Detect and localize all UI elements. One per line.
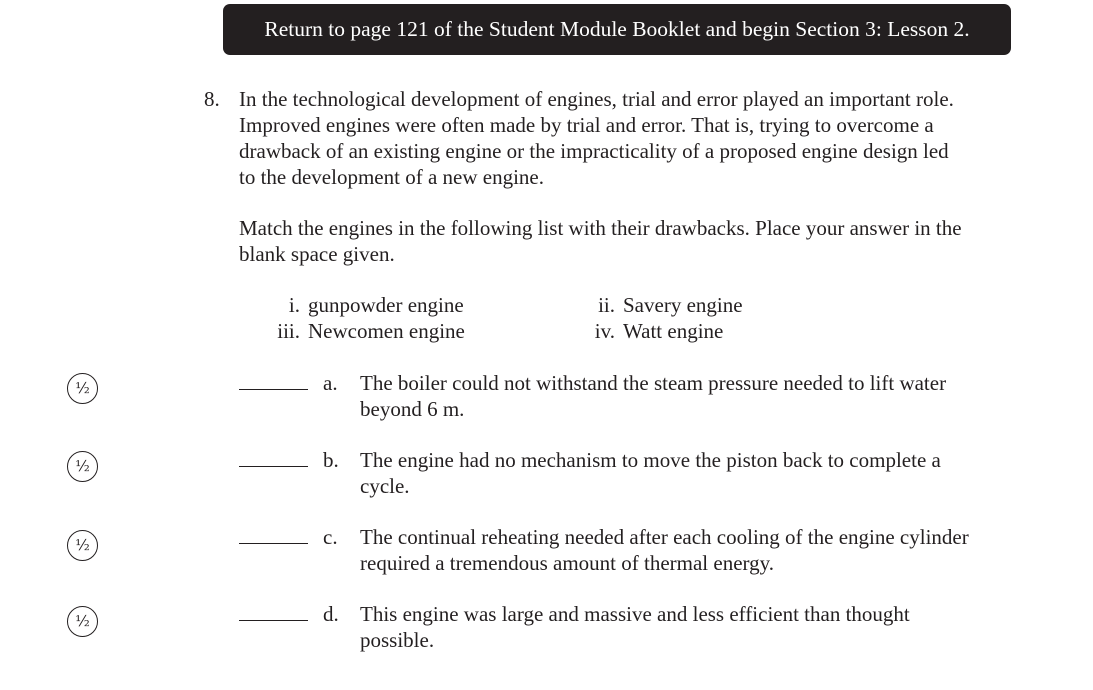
paragraph-line: blank space given. (239, 242, 395, 266)
item-text (360, 447, 1050, 499)
option-numeral: iv. (594, 319, 615, 343)
half-mark-badge: ½ (67, 530, 98, 561)
option-label: Watt engine (623, 319, 724, 343)
item-letter: c. (323, 525, 338, 549)
item-line: possible. (360, 628, 435, 652)
engine-option (260, 292, 464, 318)
option-label: Newcomen engine (308, 319, 465, 343)
paragraph-line: to the development of a new engine. (239, 165, 544, 189)
item-line: The engine had no mechanism to move the piston back to complete a (360, 448, 941, 472)
engine-option (575, 318, 723, 344)
answer-blank[interactable] (239, 620, 308, 621)
item-line: The boiler could not withstand the steam pressure needed to lift water (360, 371, 947, 395)
half-mark-badge: ½ (67, 451, 98, 482)
item-letter: d. (323, 602, 339, 626)
item-line: cycle. (360, 474, 410, 498)
option-label: Savery engine (623, 293, 743, 317)
instruction-banner: Return to page 121 of the Student Module Booklet and begin Section 3: Lesson 2. (223, 4, 1011, 55)
half-mark-badge: ½ (67, 606, 98, 637)
option-numeral: i. (288, 293, 300, 317)
paragraph-line: In the technological development of engines, trial and error played an important role. (239, 87, 954, 111)
question-number: 8. (204, 87, 220, 111)
question-intro-paragraph (239, 86, 1039, 190)
option-numeral: ii. (598, 293, 615, 317)
paragraph-line: Match the engines in the following list with their drawbacks. Place your answer in the (239, 216, 962, 240)
item-text (360, 524, 1050, 576)
answer-blank[interactable] (239, 543, 308, 544)
half-mark-badge: ½ (67, 373, 98, 404)
option-label: gunpowder engine (308, 293, 464, 317)
answer-blank[interactable] (239, 389, 308, 390)
paragraph-line: Improved engines were often made by trial and error. That is, trying to overcome a (239, 113, 934, 137)
item-text (360, 601, 1050, 653)
item-line: beyond 6 m. (360, 397, 465, 421)
engine-option (575, 292, 743, 318)
answer-blank[interactable] (239, 466, 308, 467)
question-instruction-paragraph (239, 215, 1039, 267)
item-line: required a tremendous amount of thermal energy. (360, 551, 775, 575)
item-letter: b. (323, 448, 339, 472)
engine-option (260, 318, 465, 344)
item-letter: a. (323, 371, 338, 395)
item-line: This engine was large and massive and less efficient than thought (360, 602, 910, 626)
option-numeral: iii. (277, 319, 300, 343)
paragraph-line: drawback of an existing engine or the impracticality of a proposed engine design led (239, 139, 949, 163)
item-line: The continual reheating needed after each cooling of the engine cylinder (360, 525, 969, 549)
item-text (360, 370, 1050, 422)
